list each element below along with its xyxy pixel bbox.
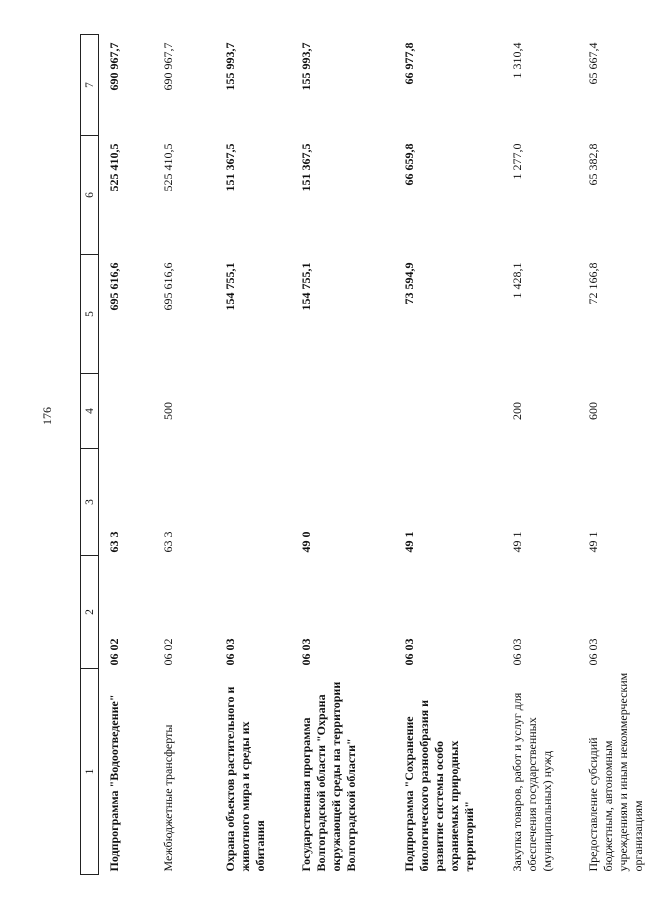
table-row xyxy=(291,35,394,875)
row-value-5: 154 755,1 xyxy=(299,262,313,311)
row-expense-type xyxy=(99,374,154,449)
table-header-row xyxy=(81,35,99,875)
row-name: Межбюджетные трансферты xyxy=(161,724,175,872)
row-value-5: 1 428,1 xyxy=(510,262,524,299)
row-section: 06 03 xyxy=(510,638,524,666)
table-row xyxy=(394,35,502,875)
row-value-7: 690 967,7 xyxy=(161,42,175,91)
row-target xyxy=(215,449,291,556)
row-value-7: 690 967,7 xyxy=(107,42,121,91)
table-row xyxy=(502,35,578,875)
row-value-7: 155 993,7 xyxy=(299,42,313,91)
row-expense-type xyxy=(215,374,291,449)
row-value-5: 72 166,8 xyxy=(586,262,600,305)
row-section: 06 03 xyxy=(402,638,416,666)
row-expense-type: 500 xyxy=(161,402,175,420)
row-value-6: 66 659,8 xyxy=(402,143,416,186)
budget-table xyxy=(80,34,646,875)
row-expense-type: 200 xyxy=(510,402,524,420)
header-cell-4: 4 xyxy=(81,374,99,449)
header-cell-6: 6 xyxy=(81,136,99,255)
row-target: 49 1 xyxy=(586,531,600,553)
row-target: 49 1 xyxy=(402,531,416,553)
header-cell-1: 1 xyxy=(81,669,99,875)
row-value-6: 151 367,5 xyxy=(299,143,313,192)
row-target: 49 0 xyxy=(299,531,313,553)
row-value-7: 65 667,4 xyxy=(586,42,600,85)
row-expense-type xyxy=(291,374,394,449)
row-name: Подпрограмма "Водоотведение" xyxy=(107,694,121,872)
row-value-7: 155 993,7 xyxy=(223,42,237,91)
row-section: 06 02 xyxy=(161,638,175,666)
row-name: Охрана объектов растительного и животного мира и среды их обитания xyxy=(223,686,267,872)
row-name: Предоставление субсидий бюджетным, автономным учреждениям и иным некоммерческим организациям xyxy=(586,672,645,872)
row-value-5: 695 616,6 xyxy=(107,262,121,311)
row-name: Подпрограмма "Сохранение биологического разнообразия и развитие системы особо охраняемых природных территорий" xyxy=(402,699,476,872)
row-section: 06 03 xyxy=(223,638,237,666)
table-row xyxy=(153,35,215,875)
row-value-6: 525 410,5 xyxy=(107,143,121,192)
row-target: 63 3 xyxy=(161,531,175,553)
row-target: 49 1 xyxy=(510,531,524,553)
header-cell-7: 7 xyxy=(81,35,99,136)
header-cell-2: 2 xyxy=(81,556,99,669)
row-value-6: 1 277,0 xyxy=(510,143,524,180)
table-row xyxy=(578,35,646,875)
page-number: 176 xyxy=(40,407,54,425)
row-expense-type: 600 xyxy=(586,402,600,420)
table-row xyxy=(215,35,291,875)
row-expense-type xyxy=(394,374,502,449)
row-target: 63 3 xyxy=(107,531,121,553)
row-name: Закупка товаров, работ и услуг для обеспечения государственных (муниципальных) нужд xyxy=(510,692,554,872)
row-value-5: 695 616,6 xyxy=(161,262,175,311)
row-value-5: 154 755,1 xyxy=(223,262,237,311)
row-value-6: 151 367,5 xyxy=(223,143,237,192)
header-cell-3: 3 xyxy=(81,449,99,556)
budget-table-container xyxy=(80,35,645,875)
row-value-5: 73 594,9 xyxy=(402,262,416,305)
row-section: 06 03 xyxy=(299,638,313,666)
row-value-6: 525 410,5 xyxy=(161,143,175,192)
header-cell-5: 5 xyxy=(81,255,99,374)
row-name: Государственная программа Волгоградской области "Охрана окружающей среды на территории Волгоградской области" xyxy=(299,681,358,872)
row-section: 06 02 xyxy=(107,638,121,666)
row-section: 06 03 xyxy=(586,638,600,666)
table-row xyxy=(99,35,154,875)
row-value-6: 65 382,8 xyxy=(586,143,600,186)
row-value-7: 66 977,8 xyxy=(402,42,416,85)
row-value-7: 1 310,4 xyxy=(510,42,524,79)
